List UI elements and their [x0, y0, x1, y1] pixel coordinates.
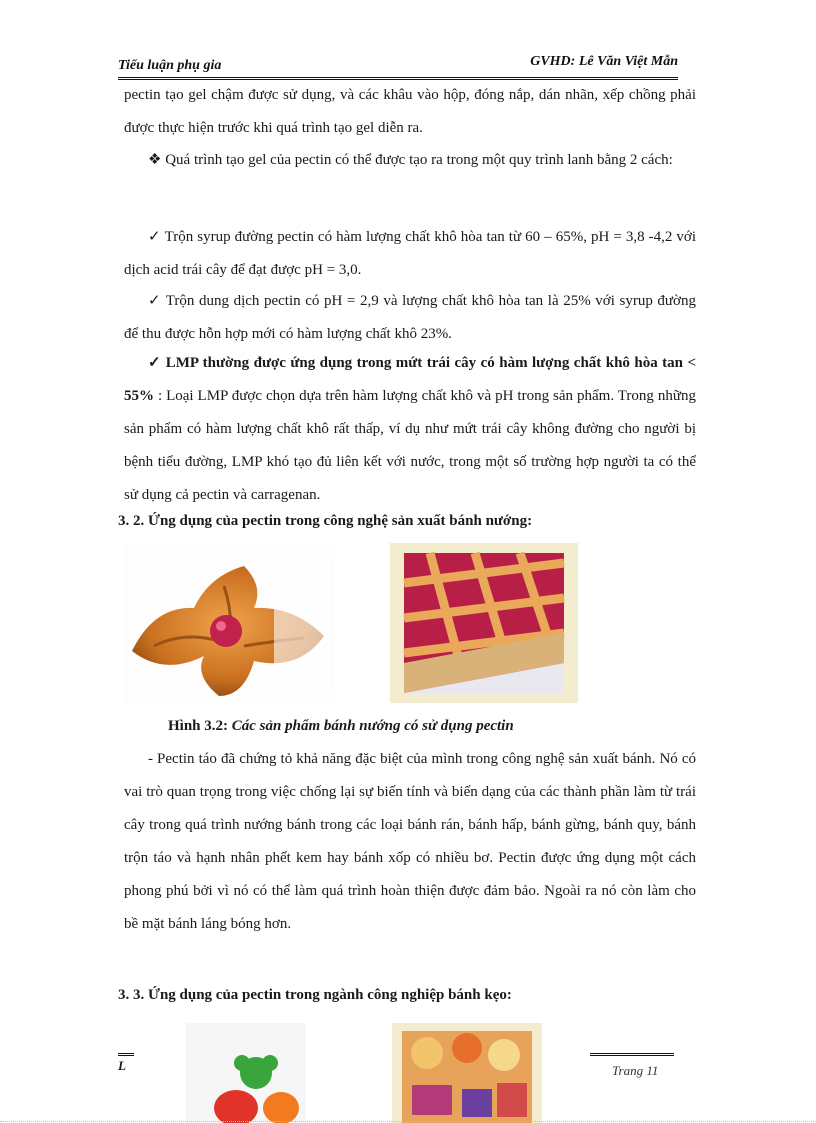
bullet-lmp-text: : Loại LMP được chọn dựa trên hàm lượng chất khô và pH trong sản phẩm. Trong những sản phẩm có hàm lượng chất khô rất thấp, ví dụ như mứt trái cây không đường cho người bị bệnh tiểu đường, LMP khó tạo đủ liên kết với nước, trong một số trường hợp người ta có thể sử dụng cả pectin và carragenan.	[124, 388, 696, 503]
header-title: Tiểu luận phụ gia	[118, 58, 222, 73]
footer-left-mark: L	[118, 1058, 126, 1073]
bullet-lmp	[124, 347, 696, 512]
page-bottom-edge	[0, 1121, 816, 1122]
paragraph-gel-methods: ❖ Quá trình tạo gel của pectin có thể được tạo ra trong một quy trình lanh bằng 2 cách:	[148, 152, 673, 168]
figure-caption	[168, 718, 514, 735]
paragraph-gel-timing: pectin tạo gel chậm được sử dụng, và các khâu vào hộp, đóng nắp, dán nhãn, xếp chồng phải được thực hiện trước khi quá trình tạo gel diễn ra.	[124, 87, 696, 136]
gummy-candy-image	[186, 1023, 306, 1123]
assorted-candy-image	[392, 1023, 542, 1123]
pastry-image	[124, 546, 334, 702]
footer-left-rule	[118, 1053, 134, 1056]
footer-right-rule	[590, 1053, 674, 1056]
section-heading-3-2: 3. 2. Ứng dụng của pectin trong công nghệ sản xuất bánh nướng:	[118, 513, 533, 529]
bullet-lmp-bold: ✓ LMP thường được ứng dụng trong mứt trái cây có hàm lượng chất khô hòa tan < 55%	[124, 355, 696, 404]
caption-label: Hình 3.2:	[168, 718, 232, 734]
bullet-method-2: ✓ Trộn dung dịch pectin có pH = 2,9 và lượng chất khô hòa tan là 25% với syrup đường để thu được hỗn hợp mới có hàm lượng chất khô 23%.	[124, 293, 696, 342]
header-instructor: GVHD: Lê Văn Việt Mẫn	[530, 54, 678, 69]
bullet-method-1: ✓ Trộn syrup đường pectin có hàm lượng chất khô hòa tan từ 60 – 65%, pH = 3,8 -4,2 với dịch acid trái cây để đạt được pH = 3,0.	[124, 229, 696, 278]
caption-text: Các sản phẩm bánh nướng có sử dụng pectin	[231, 718, 514, 734]
page-number: Trang 11	[612, 1063, 659, 1078]
section-heading-3-3: 3. 3. Ứng dụng của pectin trong ngành công nghiệp bánh kẹo:	[118, 987, 512, 1003]
page-header	[118, 56, 678, 78]
lattice-pie-image	[390, 543, 578, 703]
paragraph-apple-pectin: - Pectin táo đã chứng tỏ khả năng đặc biệt của mình trong công nghệ sản xuất bánh. Nó có vai trò quan trọng trong việc chống lại sự biến tính và biến dạng của các thành phần làm từ trái cây trong quá trình nướng bánh trong các loại bánh rán, bánh hấp, bánh gừng, bánh quy, bánh trộn táo và hạnh nhân phết kem hay bánh xốp có nhiều bơ. Pectin được ứng dụng một cách phong phú bởi vì nó có thể làm quá trình hoàn thiện được đảm bảo. Ngoài ra nó còn làm cho bề mặt bánh láng bóng hơn.	[124, 751, 696, 932]
